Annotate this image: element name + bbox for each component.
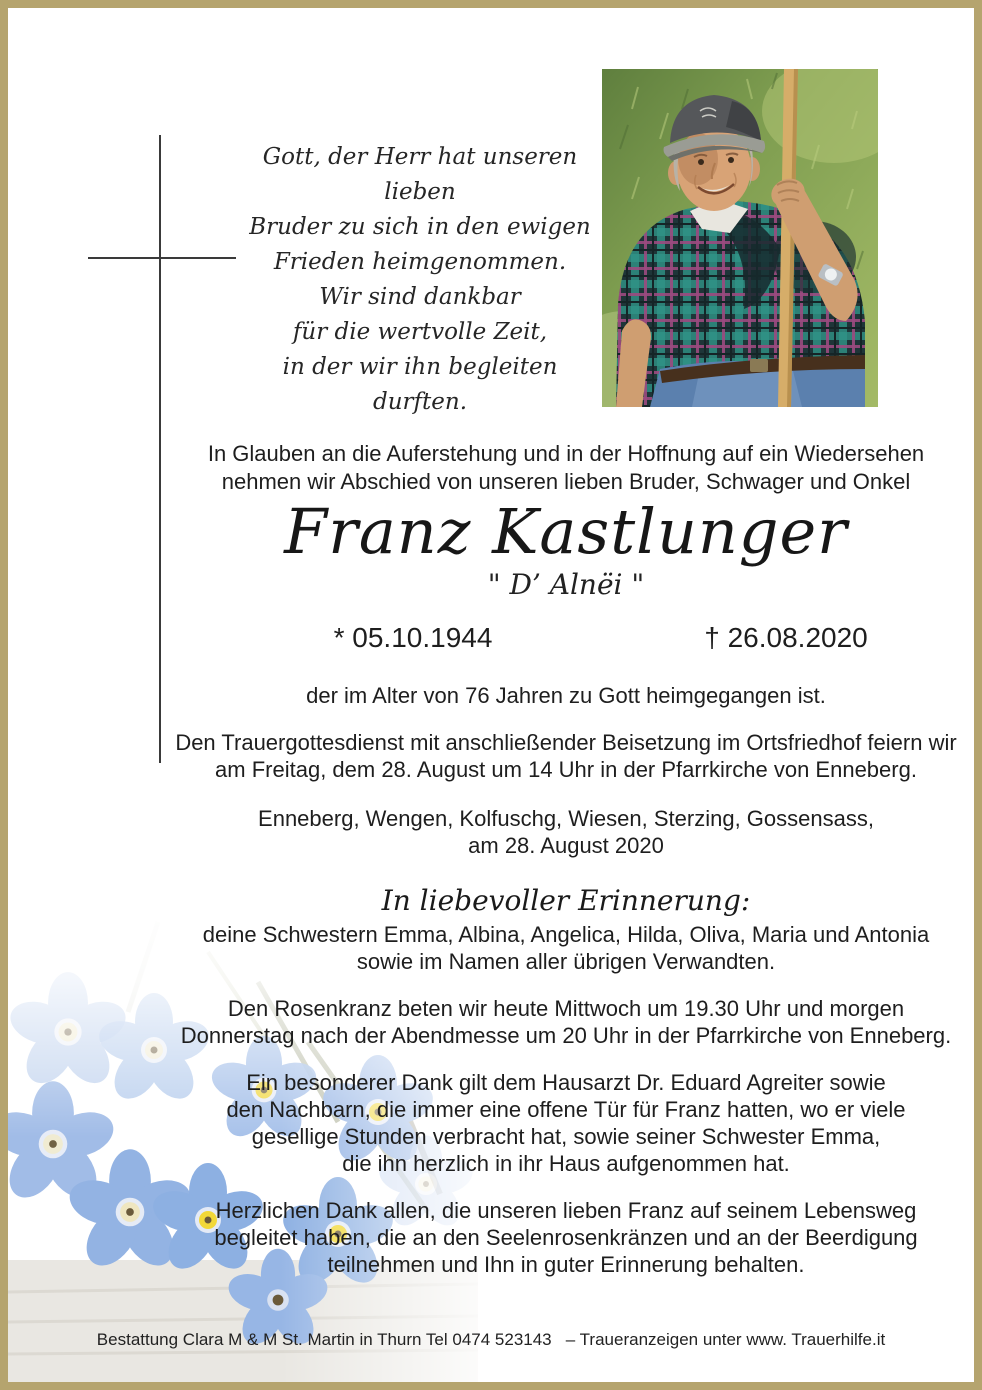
farewell-line: teilnehmen und Ihn in guter Erinnerung behalten.	[327, 1252, 805, 1277]
thanks-line: die ihn herzlich in ihr Haus aufgenommen hat.	[342, 1151, 790, 1176]
funeral-paragraph	[160, 729, 972, 783]
funeral-line: am Freitag, dem 28. August um 14 Uhr in der Pfarrkirche von Enneberg.	[215, 757, 917, 782]
verse-line: in der wir ihn begleiten durften.	[282, 354, 558, 415]
remembrance-line: sowie im Namen aller übrigen Verwandten.	[356, 949, 776, 974]
memorial-cross-horizontal	[88, 257, 236, 259]
intro-line: In Glauben an die Auferstehung und in der Hoffnung auf ein Wiedersehen	[207, 441, 925, 466]
verse-line: Wir sind dankbar	[319, 284, 521, 310]
rosary-paragraph	[160, 995, 972, 1049]
farewell-line: Herzlichen Dank allen, die unseren lieben Franz auf seinem Lebensweg	[215, 1198, 917, 1223]
opening-verse	[238, 140, 602, 420]
thanks-paragraph	[160, 1069, 972, 1177]
thanks-line: gesellige Stunden verbracht hat, sowie seiner Schwester Emma,	[251, 1124, 881, 1149]
death-date: † 26.08.2020	[704, 622, 868, 653]
places-paragraph	[160, 805, 972, 859]
remembrance-line: deine Schwestern Emma, Albina, Angelica, Hilda, Oliva, Maria und Antonia	[202, 922, 930, 947]
rosary-line: Den Rosenkranz beten wir heute Mittwoch um 19.30 Uhr und morgen	[227, 996, 905, 1021]
birth-date: * 05.10.1944	[333, 622, 493, 653]
farewell-line: begleitet haben, die an den Seelenrosenkränzen und an der Beerdigung	[214, 1225, 918, 1250]
intro-line: nehmen wir Abschied von unseren lieben Bruder, Schwager und Onkel	[221, 469, 911, 494]
thanks-line: Ein besonderer Dank gilt dem Hausarzt Dr. Eduard Agreiter sowie	[246, 1070, 886, 1095]
verse-line: Gott, der Herr hat unseren lieben	[262, 144, 578, 205]
verse-line: Bruder zu sich in den ewigen	[249, 214, 591, 240]
places-line: Enneberg, Wengen, Kolfuschg, Wiesen, Sterzing, Gossensass,	[258, 806, 874, 831]
rosary-line: Donnerstag nach der Abendmesse um 20 Uhr in der Pfarrkirche von Enneberg.	[180, 1023, 952, 1048]
intro-paragraph	[160, 440, 972, 496]
deceased-nickname: " D’ Alnëi "	[487, 568, 645, 601]
age-line: der im Alter von 76 Jahren zu Gott heimgegangen ist.	[306, 683, 826, 708]
funeral-line: Den Trauergottesdienst mit anschließender Beisetzung im Ortsfriedhof feiern wir	[175, 730, 957, 755]
farewell-paragraph	[160, 1197, 972, 1278]
verse-line: für die wertvolle Zeit,	[292, 319, 548, 345]
thanks-line: den Nachbarn, die immer eine offene Tür für Franz hatten, wo er viele	[226, 1097, 906, 1122]
remembrance-heading: In liebevoller Erinnerung:	[381, 884, 751, 917]
main-text-column	[160, 440, 972, 1278]
funeral-home-footer: Bestattung Clara M & M St. Martin in Thurn Tel 0474 523143 – Traueranzeigen unter www. Trauerhilfe.it	[96, 1330, 886, 1349]
portrait-photo-elderly-man-with-cap-and-staff	[602, 69, 878, 407]
remembrance-paragraph	[160, 921, 972, 975]
life-dates	[160, 622, 972, 664]
verse-line: Frieden heimgenommen.	[273, 249, 567, 275]
places-line: am 28. August 2020	[468, 833, 664, 858]
deceased-name: Franz Kastlunger	[284, 495, 848, 568]
